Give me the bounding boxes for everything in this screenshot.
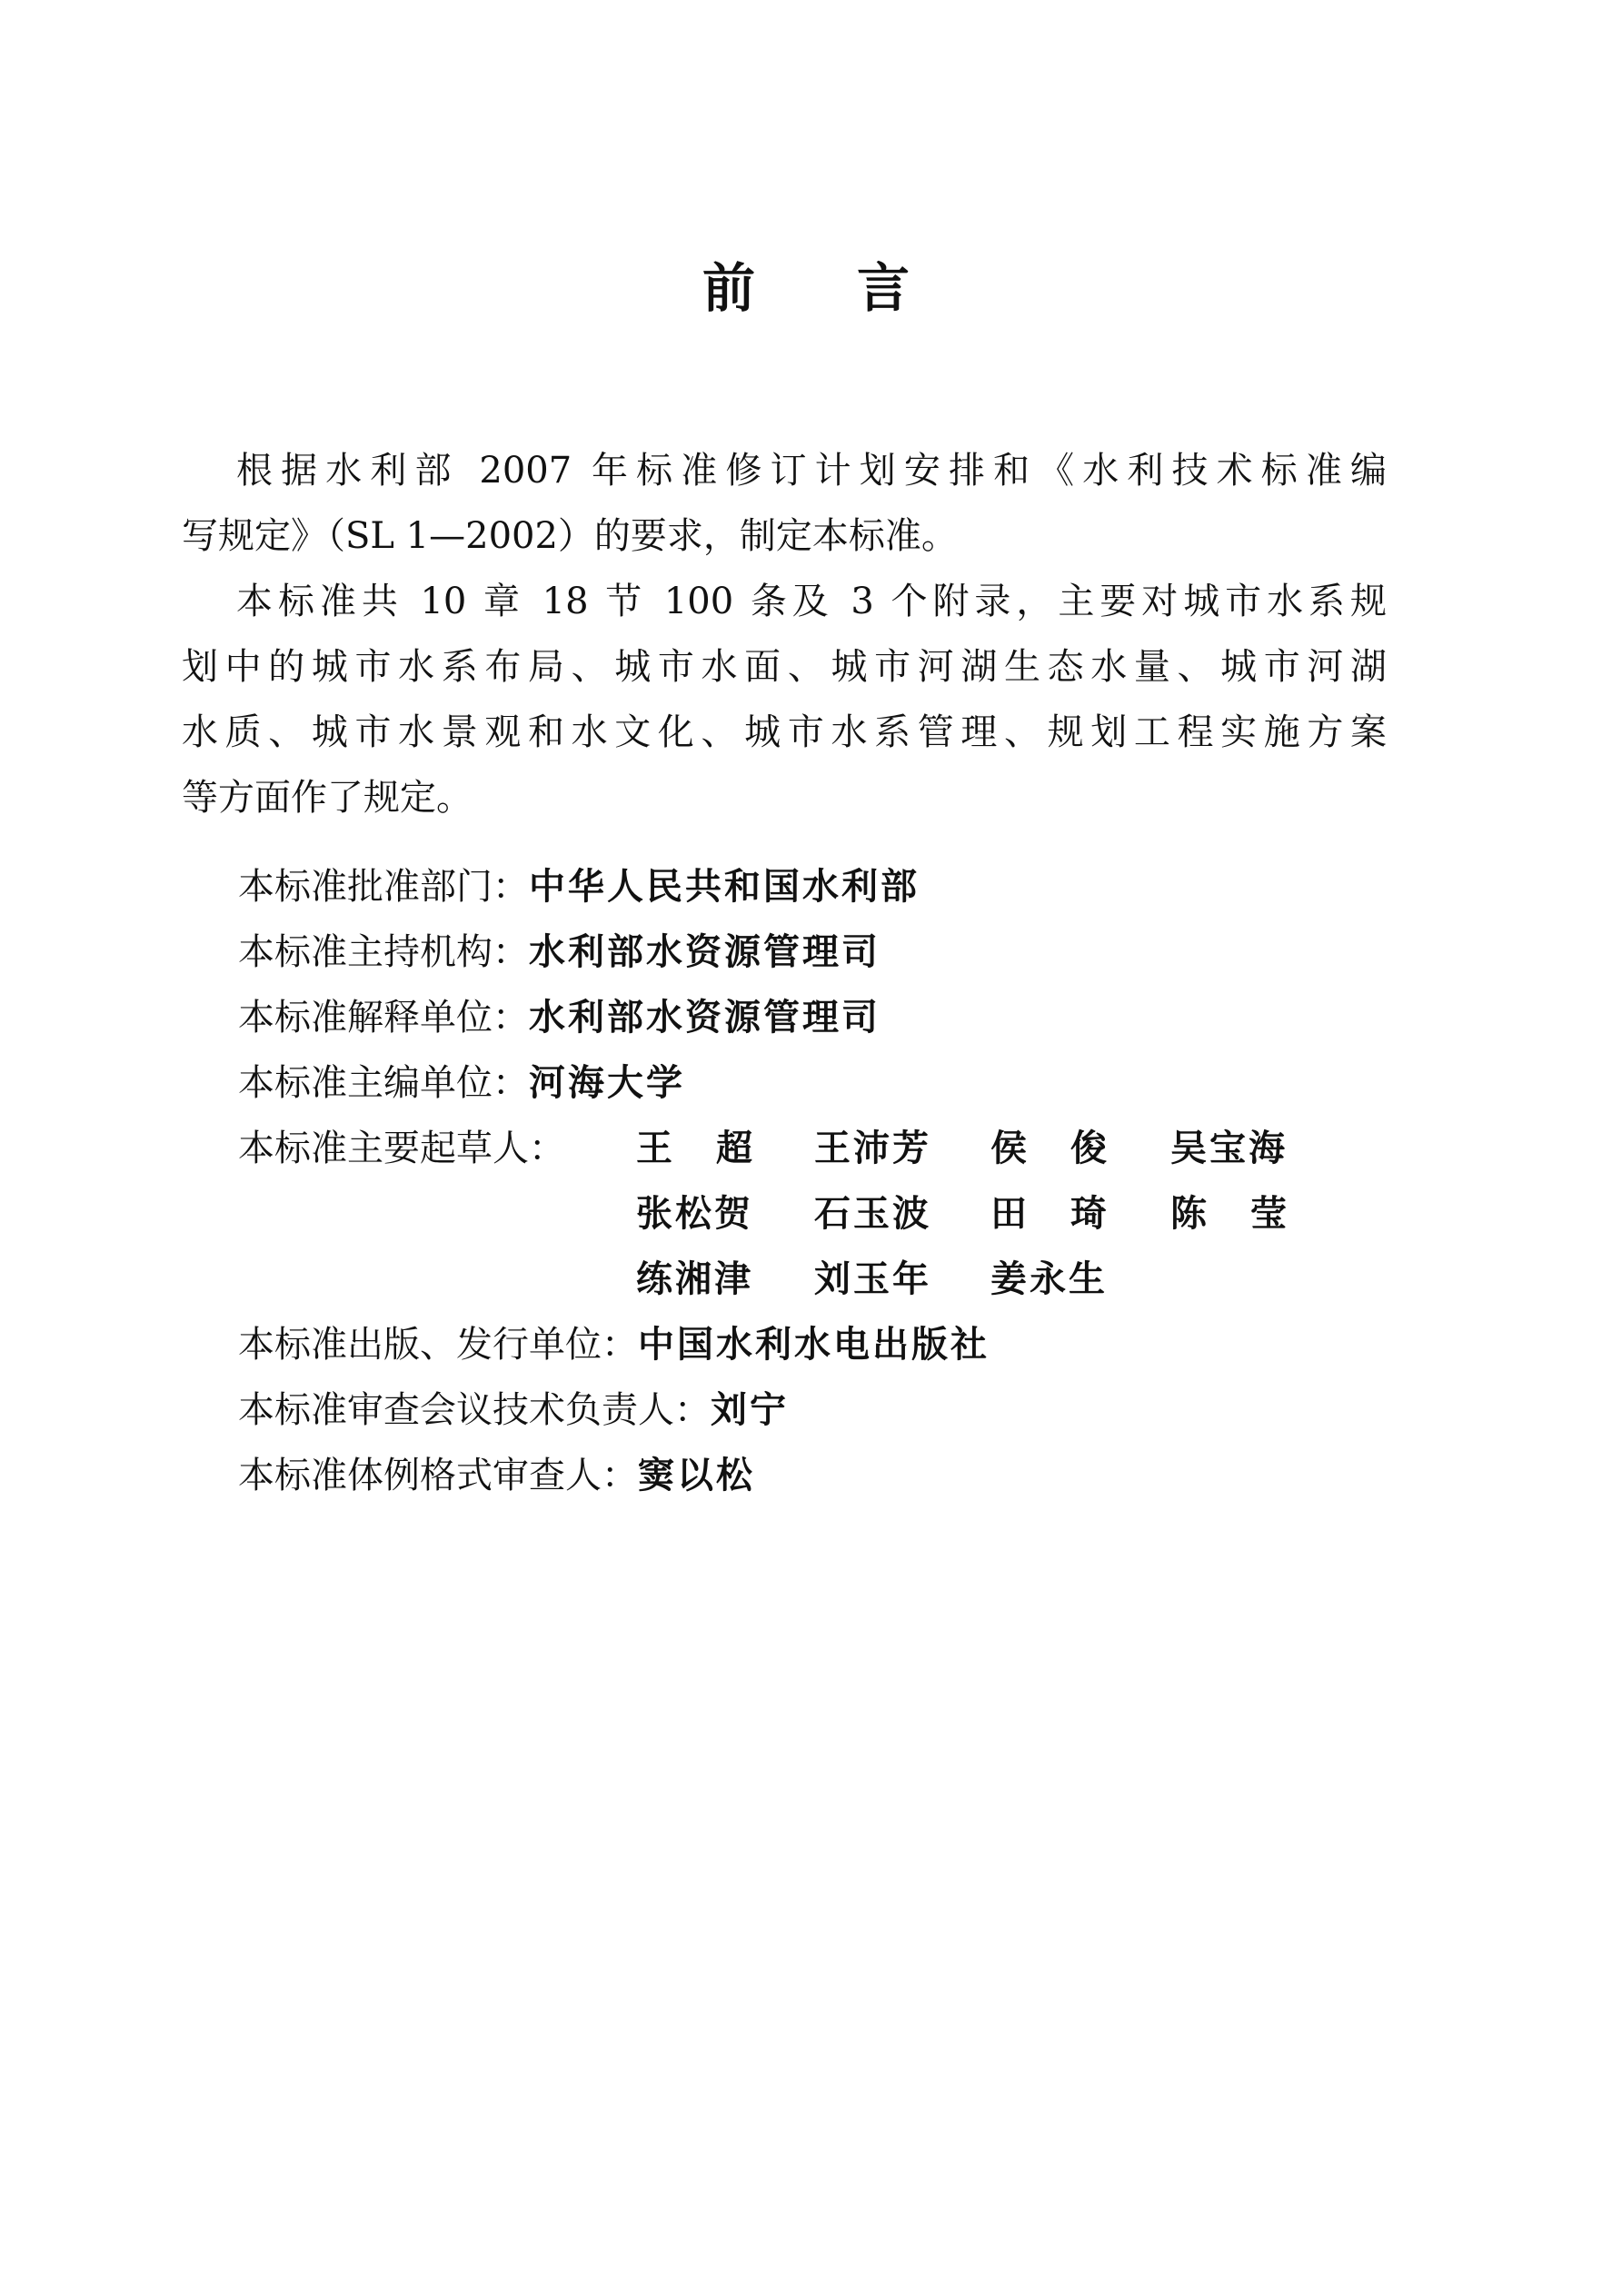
info-value: 水利部水资源管理司 bbox=[529, 997, 881, 1039]
info-value: 中国水利水电出版社 bbox=[638, 1324, 990, 1366]
info-value: 水利部水资源管理司 bbox=[529, 931, 881, 973]
paragraph-line: 等方面作了规定。 bbox=[182, 777, 473, 819]
publisher bbox=[238, 1312, 990, 1377]
info-label: 本标准体例格式审查人： bbox=[238, 1455, 638, 1496]
format-reviewer bbox=[238, 1443, 755, 1508]
drafter-list bbox=[636, 1116, 1330, 1312]
drafter-name: 王沛芳 bbox=[814, 1128, 931, 1169]
drafter-name: 练湘津 bbox=[636, 1258, 753, 1300]
drafter-name: 侯俊 bbox=[990, 1128, 1150, 1169]
drafter-name: 姜永生 bbox=[990, 1258, 1108, 1300]
hosting-agency bbox=[238, 919, 881, 985]
info-label: 本标准主持机构： bbox=[238, 931, 529, 973]
drafter-row bbox=[636, 1247, 1327, 1312]
paragraph-line: 根据水利部 2007 年标准修订计划安排和《水利技术标准编 bbox=[236, 450, 1387, 492]
drafter-name: 刘玉年 bbox=[814, 1258, 931, 1300]
info-label: 本标准审查会议技术负责人： bbox=[238, 1389, 711, 1431]
drafter-name: 陈莹 bbox=[1170, 1193, 1330, 1235]
info-value: 刘宁 bbox=[711, 1389, 789, 1431]
intro-paragraph bbox=[182, 438, 1387, 569]
drafter-name: 石玉波 bbox=[814, 1193, 931, 1235]
paragraph-line: 本标准共 10 章 18 节 100 条及 3 个附录，主要对城市水系规 bbox=[236, 581, 1387, 622]
drafter-name: 王超 bbox=[636, 1128, 796, 1169]
paragraph-line: 水质、城市水景观和水文化、城市水系管理、规划工程实施方案 bbox=[182, 711, 1387, 753]
paragraph-line: 划中的城市水系布局、城市水面、城市河湖生态水量、城市河湖 bbox=[182, 646, 1387, 688]
info-label: 本标准出版、发行单位： bbox=[238, 1324, 638, 1366]
approval-department bbox=[238, 854, 920, 919]
info-label: 本标准主编单位： bbox=[238, 1062, 529, 1104]
drafter-name: 田琦 bbox=[990, 1193, 1150, 1235]
drafter-name: 张松贺 bbox=[636, 1193, 753, 1235]
page-title bbox=[0, 256, 1612, 320]
info-label: 本标准批准部门： bbox=[238, 866, 529, 908]
drafter-row bbox=[636, 1116, 1327, 1181]
info-value: 中华人民共和国水利部 bbox=[529, 866, 920, 908]
title-char: 言 bbox=[857, 257, 910, 319]
scope-paragraph bbox=[182, 569, 1387, 830]
interpretation-unit bbox=[238, 985, 881, 1050]
chief-editor-unit bbox=[238, 1050, 685, 1116]
info-value: 河海大学 bbox=[529, 1062, 685, 1104]
title-char: 前 bbox=[702, 257, 755, 319]
info-value: 窦以松 bbox=[638, 1455, 755, 1496]
drafter-name: 吴宝海 bbox=[1170, 1128, 1288, 1169]
info-label: 本标准解释单位： bbox=[238, 997, 529, 1039]
info-label: 本标准主要起草人： bbox=[238, 1128, 565, 1169]
drafter-row bbox=[636, 1181, 1330, 1247]
paragraph-line: 写规定》（SL 1—2002）的要求，制定本标准。 bbox=[182, 515, 958, 557]
review-technical-lead bbox=[238, 1377, 789, 1443]
